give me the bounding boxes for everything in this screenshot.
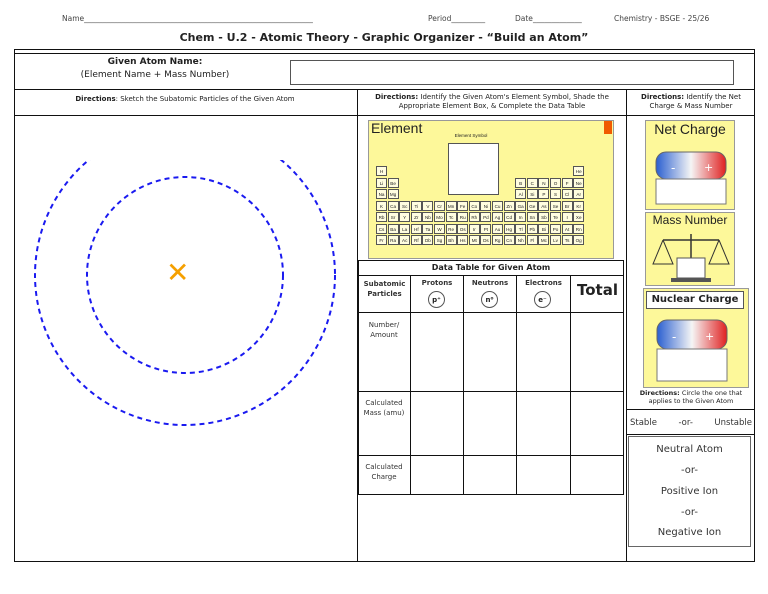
protons-header: Protons bbox=[421, 279, 453, 287]
element-cell[interactable]: Ge bbox=[527, 201, 538, 211]
element-cell[interactable]: Mc bbox=[538, 235, 549, 245]
proton-symbol: p⁺ bbox=[428, 291, 445, 308]
element-cell[interactable]: Rb bbox=[376, 212, 387, 222]
given-atom-sublabel: (Element Name + Mass Number) bbox=[80, 70, 230, 80]
element-cell[interactable]: Cd bbox=[504, 212, 515, 222]
element-cell[interactable]: Pd bbox=[480, 212, 491, 222]
electrons-header: Electrons bbox=[525, 279, 562, 287]
nuclear-charge-meter-icon bbox=[655, 318, 729, 384]
element-symbol-label: Element Symbol bbox=[454, 133, 488, 138]
element-cell[interactable]: Ar bbox=[573, 189, 584, 199]
element-cell[interactable]: S bbox=[550, 189, 561, 199]
element-cell[interactable]: Fr bbox=[376, 235, 387, 245]
element-cell[interactable]: Rg bbox=[492, 235, 503, 245]
element-cell[interactable]: Fe bbox=[457, 201, 468, 211]
name-line[interactable]: Name_____________________________________________________________ bbox=[62, 14, 313, 23]
element-cell[interactable]: Ba bbox=[388, 224, 399, 234]
element-cell[interactable]: Sg bbox=[434, 235, 445, 245]
svg-text:-: - bbox=[671, 161, 676, 175]
atom-sketch-area[interactable] bbox=[30, 160, 340, 430]
element-cell[interactable]: Pt bbox=[480, 224, 491, 234]
element-cell[interactable]: Po bbox=[550, 224, 561, 234]
element-cell[interactable]: Pb bbox=[527, 224, 538, 234]
element-cell[interactable]: Rn bbox=[573, 224, 584, 234]
element-cell[interactable]: Cn bbox=[504, 235, 515, 245]
element-cell[interactable]: Kr bbox=[573, 201, 584, 211]
element-cell[interactable]: Sr bbox=[388, 212, 399, 222]
col1-directions: Directions: Sketch the Subatomic Particles of the Given Atom bbox=[75, 95, 295, 103]
element-cell[interactable]: Ne bbox=[573, 178, 584, 188]
element-cell[interactable]: La bbox=[399, 224, 410, 234]
date-line[interactable]: Date_____________ bbox=[515, 14, 582, 23]
element-cell[interactable]: Ni bbox=[480, 201, 491, 211]
element-cell[interactable]: K bbox=[376, 201, 387, 211]
element-cell[interactable]: He bbox=[573, 166, 584, 176]
element-cell[interactable]: W bbox=[434, 224, 445, 234]
element-cell[interactable]: Nh bbox=[515, 235, 526, 245]
element-cell[interactable]: Be bbox=[388, 178, 399, 188]
element-cell[interactable]: H bbox=[376, 166, 387, 176]
element-cell[interactable]: Hs bbox=[457, 235, 468, 245]
stability-choice: Stable -or- Unstable bbox=[630, 418, 752, 428]
element-cell[interactable]: O bbox=[550, 178, 561, 188]
element-cell[interactable]: Ca bbox=[388, 201, 399, 211]
element-cell[interactable]: Ir bbox=[469, 224, 480, 234]
element-cell[interactable]: Ga bbox=[515, 201, 526, 211]
element-cell[interactable]: Cr bbox=[434, 201, 445, 211]
element-cell[interactable]: Si bbox=[527, 189, 538, 199]
element-cell[interactable]: Li bbox=[376, 178, 387, 188]
element-cell[interactable]: Fl bbox=[527, 235, 538, 245]
row-label-mass: Calculated Mass (amu) bbox=[363, 399, 405, 417]
positive-ion-option[interactable]: Positive Ion bbox=[660, 486, 719, 497]
given-atom-input[interactable] bbox=[290, 60, 734, 85]
element-cell[interactable]: Co bbox=[469, 201, 480, 211]
element-cell[interactable]: Ru bbox=[457, 212, 468, 222]
element-cell[interactable]: Hg bbox=[504, 224, 515, 234]
electron-symbol: e⁻ bbox=[534, 291, 551, 308]
nuclear-charge-title: Nuclear Charge bbox=[646, 291, 744, 309]
mass-number-title: Mass Number bbox=[652, 213, 728, 227]
element-cell[interactable]: Cu bbox=[492, 201, 503, 211]
page-title: Chem - U.2 - Atomic Theory - Graphic Organizer - “Build an Atom” bbox=[179, 31, 589, 44]
element-cell[interactable]: Al bbox=[515, 189, 526, 199]
element-cell[interactable]: Br bbox=[562, 201, 573, 211]
element-cell[interactable]: Hf bbox=[411, 224, 422, 234]
neutron-symbol: n⁰ bbox=[481, 291, 498, 308]
element-cell[interactable]: Y bbox=[399, 212, 410, 222]
element-cell[interactable]: In bbox=[515, 212, 526, 222]
course-label: Chemistry - BSGE - 25/26 bbox=[614, 14, 710, 23]
stable-option[interactable]: Stable bbox=[630, 418, 657, 428]
element-cell[interactable]: F bbox=[562, 178, 573, 188]
element-cell[interactable]: I bbox=[562, 212, 573, 222]
period-line[interactable]: Period_________ bbox=[428, 14, 486, 23]
given-atom-label: Given Atom Name: bbox=[107, 57, 203, 67]
element-cell[interactable]: Rf bbox=[411, 235, 422, 245]
element-cell[interactable]: B bbox=[515, 178, 526, 188]
element-cell[interactable]: Rh bbox=[469, 212, 480, 222]
element-cell[interactable]: Og bbox=[573, 235, 584, 245]
element-cell[interactable]: Bi bbox=[538, 224, 549, 234]
element-cell[interactable]: Ti bbox=[411, 201, 422, 211]
element-symbol-box[interactable] bbox=[448, 143, 499, 195]
element-cell[interactable]: Ag bbox=[492, 212, 503, 222]
element-cell[interactable]: Os bbox=[457, 224, 468, 234]
nucleus-marker: ✕ bbox=[166, 256, 190, 289]
neutral-atom-option[interactable]: Neutral Atom bbox=[656, 444, 723, 455]
element-cell[interactable]: At bbox=[562, 224, 573, 234]
unstable-option[interactable]: Unstable bbox=[714, 418, 752, 428]
subatomic-header: Subatomic Particles bbox=[363, 280, 406, 298]
corner-tab bbox=[604, 121, 612, 134]
element-cell[interactable]: Cs bbox=[376, 224, 387, 234]
element-cell[interactable]: Mn bbox=[446, 201, 457, 211]
row-label-number: Number/ Amount bbox=[368, 321, 400, 339]
element-cell[interactable]: Mg bbox=[388, 189, 399, 199]
neutrons-header: Neutrons bbox=[471, 279, 509, 287]
element-cell[interactable]: Mo bbox=[434, 212, 445, 222]
element-cell[interactable]: Zn bbox=[504, 201, 515, 211]
element-cell[interactable]: Sc bbox=[399, 201, 410, 211]
col2-directions: Directions: Identify the Given Atom's Element Symbol, Shade the Appropriate Element Box, & Complete the Data Table bbox=[375, 93, 609, 110]
element-cell[interactable]: Sn bbox=[527, 212, 538, 222]
net-charge-title: Net Charge bbox=[654, 121, 726, 137]
outer-orbit bbox=[35, 160, 335, 425]
element-cell[interactable]: Ra bbox=[388, 235, 399, 245]
element-cell[interactable]: Ta bbox=[422, 224, 433, 234]
element-cell[interactable]: Se bbox=[550, 201, 561, 211]
element-cell[interactable]: V bbox=[422, 201, 433, 211]
negative-ion-option[interactable]: Negative Ion bbox=[657, 527, 722, 538]
svg-text:+: + bbox=[705, 330, 715, 343]
element-cell[interactable]: Cl bbox=[562, 189, 573, 199]
element-cell[interactable]: Ds bbox=[480, 235, 491, 245]
element-cell[interactable]: As bbox=[538, 201, 549, 211]
element-cell[interactable]: Tl bbox=[515, 224, 526, 234]
svg-text:+: + bbox=[704, 161, 714, 174]
element-cell[interactable]: Lv bbox=[550, 235, 561, 245]
balance-scale-icon bbox=[651, 230, 731, 284]
row-label-charge: Calculated Charge bbox=[365, 463, 403, 481]
element-cell[interactable]: Bh bbox=[446, 235, 457, 245]
element-cell[interactable]: Ac bbox=[399, 235, 410, 245]
element-cell[interactable]: Nb bbox=[422, 212, 433, 222]
element-cell[interactable]: Xe bbox=[573, 212, 584, 222]
element-cell[interactable]: N bbox=[538, 178, 549, 188]
element-cell[interactable]: P bbox=[538, 189, 549, 199]
element-cell[interactable]: Tc bbox=[446, 212, 457, 222]
element-cell[interactable]: Re bbox=[446, 224, 457, 234]
element-cell[interactable]: Zr bbox=[411, 212, 422, 222]
element-cell[interactable]: Db bbox=[422, 235, 433, 245]
element-cell[interactable]: Sb bbox=[538, 212, 549, 222]
element-cell[interactable]: Mt bbox=[469, 235, 480, 245]
svg-text:-: - bbox=[672, 330, 677, 344]
element-cell[interactable]: Na bbox=[376, 189, 387, 199]
element-cell[interactable]: Au bbox=[492, 224, 503, 234]
charge-meter-icon bbox=[654, 150, 728, 206]
data-table-title: Data Table for Given Atom bbox=[431, 263, 551, 272]
element-cell[interactable]: C bbox=[527, 178, 538, 188]
element-cell[interactable]: Te bbox=[550, 212, 561, 222]
circle-directions: Directions: Circle the one that applies to the Given Atom bbox=[639, 389, 743, 405]
total-header: Total bbox=[577, 281, 618, 299]
element-title: Element bbox=[371, 120, 423, 136]
col3-directions: Directions: Identify the Net Charge & Mass Number bbox=[641, 93, 741, 110]
element-cell[interactable]: Ts bbox=[562, 235, 573, 245]
